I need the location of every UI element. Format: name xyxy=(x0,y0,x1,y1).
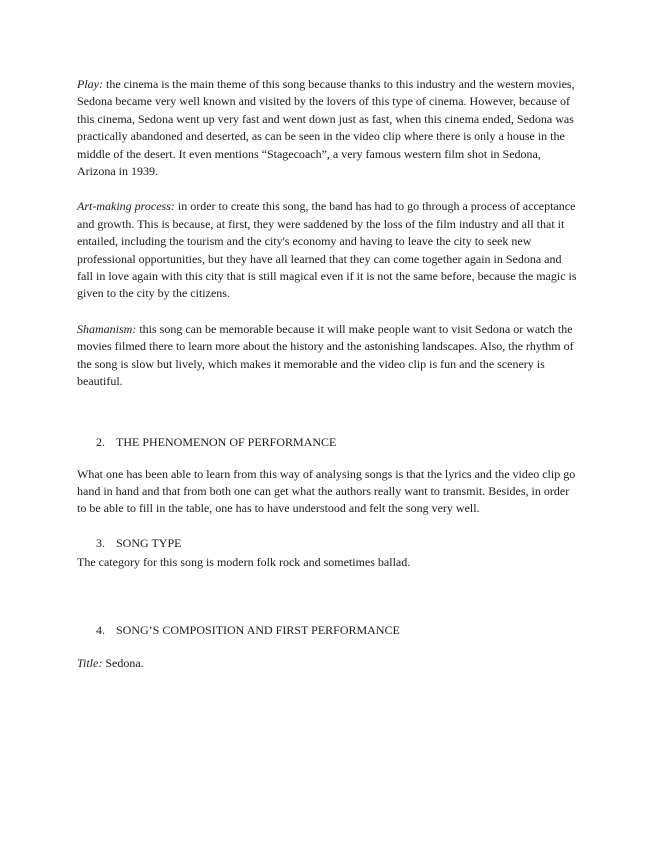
title-value: Sedona. xyxy=(102,656,144,671)
title-line xyxy=(77,655,577,672)
heading-label: SONG TYPE xyxy=(116,535,182,550)
paragraph-song-type: The category for this song is modern folk rock and sometimes ballad. xyxy=(77,554,411,569)
heading-composition xyxy=(77,622,577,639)
paragraph-shamanism xyxy=(77,321,577,391)
term-play: Play: xyxy=(77,77,103,91)
paragraph-performance: What one has been able to learn from this way of analysing songs is that the lyrics and the video clip go hand in hand and that from both one can get what the authors really want to transmit. Besides, in order to be able to fill in the table, one has to have understood and felt the song very well. xyxy=(77,466,576,516)
heading-label: THE PHENOMENON OF PERFORMANCE xyxy=(116,434,337,449)
heading-number: 4. xyxy=(96,623,105,638)
play-text: the cinema is the main theme of this song because thanks to this industry and the western movies, Sedona became very well known and visited by the lovers of this type of cinema. However, because of this cinema, Sedona went up very fast and went down just as fast, when this cinema ended, Sedona was practically abandoned and deserted, as can be seen in the video clip where there is only a house in the middle of the desert. It even mentions “Stagecoach”, a very famous western film shot in Sedona, Arizona in 1939. xyxy=(77,77,575,179)
term-shamanism: Shamanism: xyxy=(77,321,137,336)
heading-label: SONG’S COMPOSITION AND FIRST PERFORMANCE xyxy=(116,623,400,638)
paragraph-play xyxy=(77,76,577,180)
paragraph-art-making xyxy=(77,198,577,302)
term-art-making: Art-making process: xyxy=(77,199,175,214)
heading-number: 3. xyxy=(96,535,105,550)
art-making-text: in order to create this song, the band has had to go through a process of acceptance and growth. This is because, at first, they were saddened by the loss of the film industry and all that it entailed, including the tourism and the city's economy and having to leave the city to seek new professional opportunities, but they have all learned that they can come together again in Sedona and fall in love again with this city that is still magical even if it is not the same before, because the magic is given to the city by the citizens. xyxy=(77,199,577,301)
shamanism-text: this song can be memorable because it will make people want to visit Sedona or watch the movies filmed there to learn more about the history and the astonishing landscapes. Also, the rhythm of the song is slow but lively, which makes it memorable and the video clip is fun and the scenery is beautiful. xyxy=(77,321,574,389)
heading-phenomenon-of-performance xyxy=(77,434,577,451)
term-title: Title: xyxy=(77,656,103,671)
document-page xyxy=(77,76,577,673)
heading-song-type xyxy=(77,535,577,552)
heading-number: 2. xyxy=(96,434,105,449)
